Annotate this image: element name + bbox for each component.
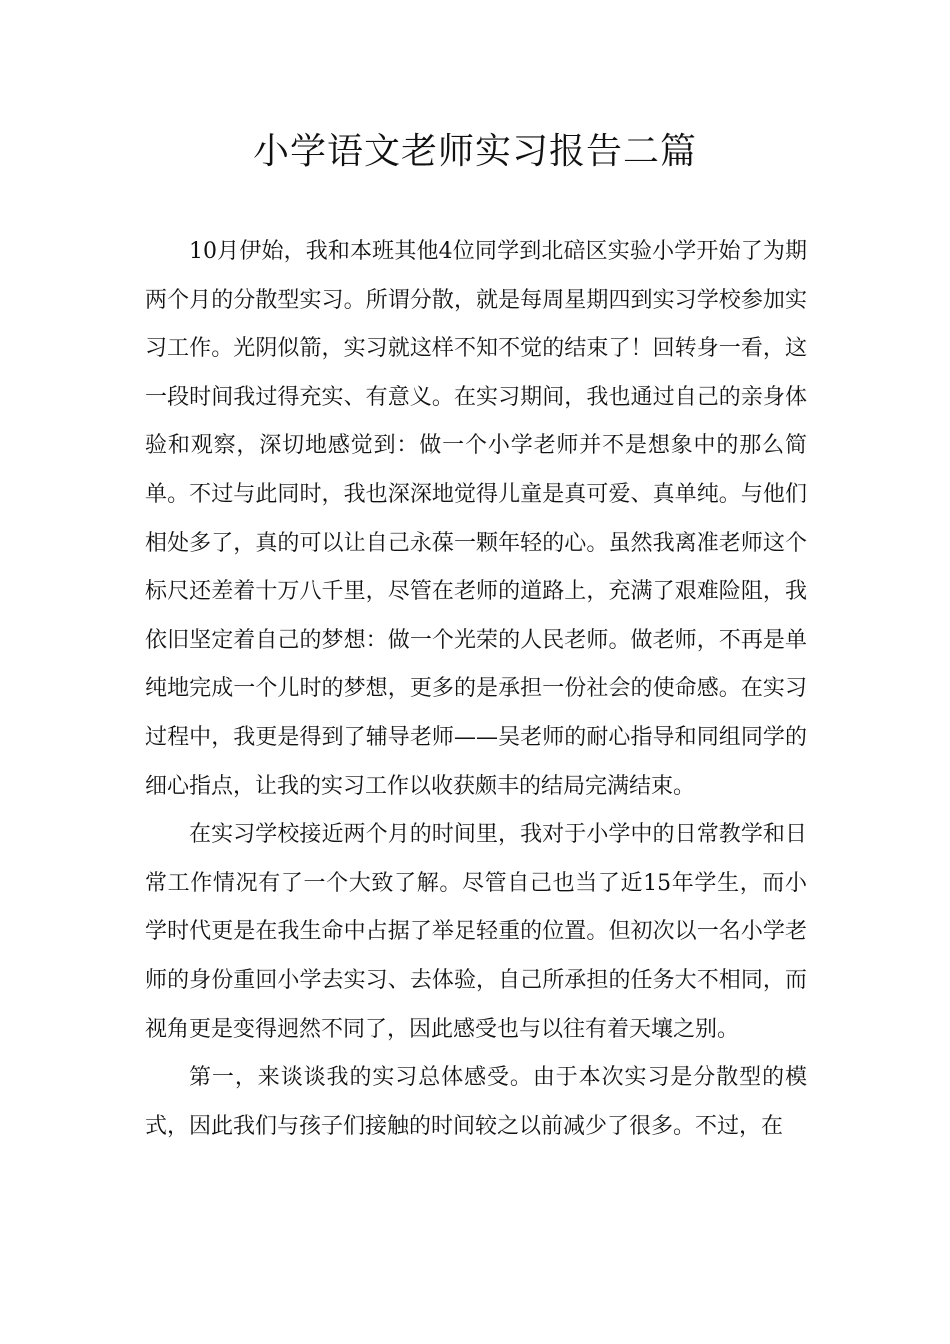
paragraph-1: 10月伊始，我和本班其他4位同学到北碚区实验小学开始了为期两个月的分散型实习。所谓分散，就是每周星期四到实习学校参加实习工作。光阴似箭，实习就这样不知不觉的结束了！回转身一看，这一段时间我过得充实、有意义。在实习期间，我也通过自己的亲身体验和观察，深切地感觉到：做一个小学老师并不是想象中的那么简单。不过与此同时，我也深深地觉得儿童是真可爱、真单纯。与他们相处多了，真的可以让自己永葆一颗年轻的心。虽然我离准老师这个标尺还差着十万八千里，尽管在老师的道路上，充满了艰难险阻，我依旧坚定着自己的梦想：做一个光荣的人民老师。做老师，不再是单纯地完成一个儿时的梦想，更多的是承担一份社会的使命感。在实习过程中，我更是得到了辅导老师——吴老师的耐心指导和同组同学的细心指点，让我的实习工作以收获颇丰的结局完满结束。 <box>145 239 807 799</box>
paragraph-2: 在实习学校接近两个月的时间里，我对于小学中的日常教学和日常工作情况有了一个大致了解。尽管自己也当了近15年学生，而小学时代更是在我生命中占据了举足轻重的位置。但初次以一名小学老师的身份重回小学去实习、去体验，自己所承担的任务大不相同，而视角更是变得迥然不同了，因此感受也与以往有着天壤之别。 <box>145 822 807 1042</box>
paragraph-3: 第一，来谈谈我的实习总体感受。由于本次实习是分散型的模式，因此我们与孩子们接触的时间较之以前减少了很多。不过，在 <box>145 1065 807 1139</box>
document-body <box>145 228 807 1151</box>
document-title: 小学语文老师实习报告二篇 <box>252 131 697 172</box>
